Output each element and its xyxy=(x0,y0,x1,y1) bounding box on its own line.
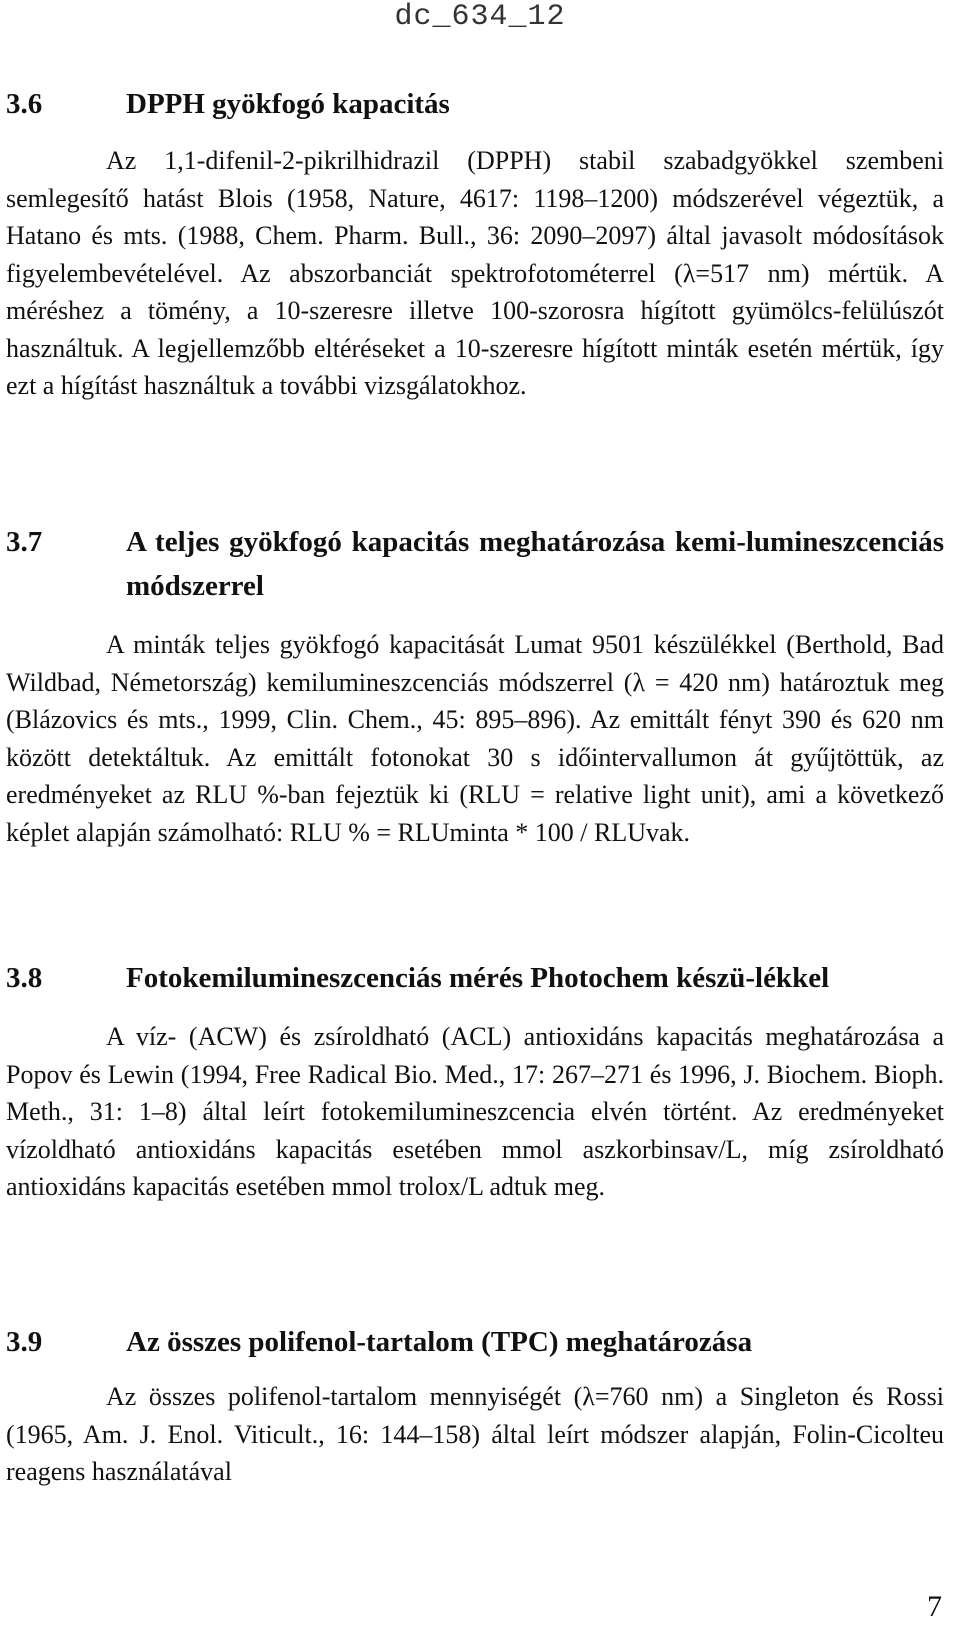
section-body: Az összes polifenol-tartalom mennyiségét (λ=760 nm) a Singleton és Rossi (1965, Am. J. Enol. Viticult., 16: 144–158) által leírt módszer alapján, Folin-Cicolteu reagens használatával xyxy=(6,1382,944,1486)
section-body: A víz- (ACW) és zsíroldható (ACL) antioxidáns kapacitás meghatározása a Popov és Lewin (1994, Free Radical Bio. Med., 17: 267–271 és 1996, J. Biochem. Bioph. Meth., 31: 1–8) által leírt fotokemilumineszcencia elvén történt. Az eredményeket vízoldható antioxidáns kapacitás esetében mmol aszkorbinsav/L, míg zsíroldható antioxidáns kapacitás esetében mmol trolox/L adtuk meg. xyxy=(6,1022,944,1201)
section-heading xyxy=(6,520,944,608)
section-number: 3.7 xyxy=(6,526,43,558)
section-3-6 xyxy=(6,82,944,405)
page-number: 7 xyxy=(927,1590,942,1623)
section-title: A teljes gyökfogó kapacitás meghatározása kemi-lumineszcenciás módszerrel xyxy=(126,526,944,602)
section-number: 3.9 xyxy=(6,1326,43,1358)
section-heading xyxy=(6,82,944,126)
section-heading xyxy=(6,1320,944,1364)
section-title: Fotokemilumineszcenciás mérés Photochem készü-lékkel xyxy=(126,962,830,994)
section-body: Az 1,1-difenil-2-pikrilhidrazil (DPPH) stabil szabadgyökkel szembeni semlegesítő hatást Blois (1958, Nature, 4617: 1198–1200) módszerével végeztük, a Hatano és mts. (1988, Chem. Pharm. Bull., 36: 2090–2097) által javasolt módosítások figyelembevételével. Az abszorbanciát spektrofotométerrel (λ=517 nm) mértük. A méréshez a tömény, a 10-szeresre illetve 100-szorosra hígított gyümölcs-felülúszót használtuk. A legjellemzőbb eltéréseket a 10-szeresre hígított minták esetén mértük, így ezt a hígítást használtuk a további vizsgálatokhoz. xyxy=(6,146,944,400)
section-title: DPPH gyökfogó kapacitás xyxy=(126,88,450,120)
section-body: A minták teljes gyökfogó kapacitását Lumat 9501 készülékkel (Berthold, Bad Wildbad, Németország) kemilumineszcenciás módszerrel (λ = 420 nm) határoztuk meg (Blázovics és mts., 1999, Clin. Chem., 45: 895–896). Az emittált fényt 390 és 620 nm között detektáltuk. Az emittált fotonokat 30 s időintervallumon át gyűjtöttük, az eredményeket az RLU %-ban fejeztük ki (RLU = relative light unit), ami a következő képlet alapján számolható: RLU % = RLUminta * 100 / RLUvak. xyxy=(6,630,944,847)
section-3-7 xyxy=(6,520,944,851)
section-3-9 xyxy=(6,1320,944,1491)
section-title: Az összes polifenol-tartalom (TPC) meghatározása xyxy=(126,1326,753,1358)
section-heading xyxy=(6,956,944,1000)
section-number: 3.8 xyxy=(6,962,43,994)
section-number: 3.6 xyxy=(6,88,43,120)
document-id: dc_634_12 xyxy=(394,0,566,34)
section-3-8 xyxy=(6,956,944,1206)
